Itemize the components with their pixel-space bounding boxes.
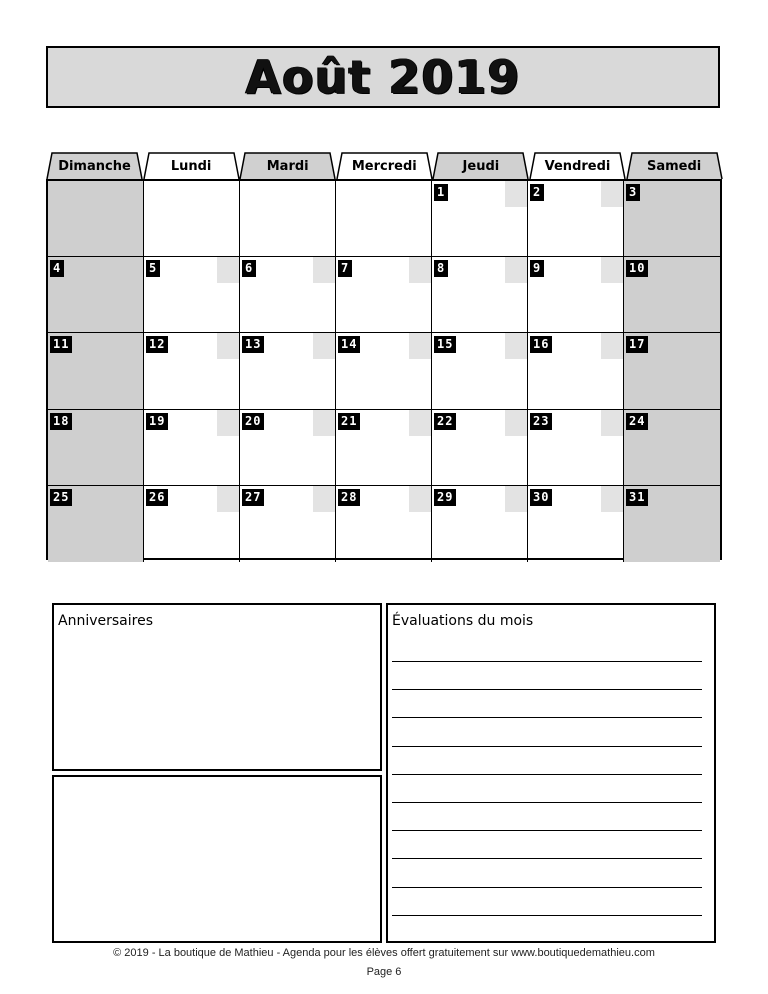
day-cell-7[interactable]	[336, 257, 432, 333]
evaluation-line[interactable]	[392, 887, 702, 888]
day-corner-tab	[505, 257, 527, 283]
day-cell-3[interactable]	[624, 181, 720, 257]
day-corner-tab	[217, 410, 239, 436]
empty-day-cell[interactable]	[144, 181, 240, 257]
day-corner-tab	[601, 257, 623, 283]
weekday-label: Mercredi	[351, 158, 417, 174]
day-cell-24[interactable]	[624, 410, 720, 486]
day-number: 7	[338, 260, 352, 277]
page-number: Page 6	[366, 966, 402, 978]
day-corner-tab	[409, 410, 431, 436]
empty-day-cell[interactable]	[48, 181, 144, 257]
day-corner-tab	[505, 333, 527, 359]
day-number: 2	[530, 184, 544, 201]
day-number: 3	[626, 184, 640, 201]
weekday-header-jeudi	[432, 152, 529, 180]
day-corner-tab	[217, 257, 239, 283]
calendar-grid	[46, 179, 722, 560]
day-number: 17	[626, 336, 648, 353]
evaluation-line[interactable]	[392, 858, 702, 859]
weekday-header-vendredi	[529, 152, 626, 180]
day-number: 31	[626, 489, 648, 506]
day-cell-30[interactable]	[528, 486, 624, 562]
weekday-header-mardi	[239, 152, 336, 180]
weekday-label: Lundi	[170, 158, 212, 174]
day-cell-19[interactable]	[144, 410, 240, 486]
day-corner-tab	[409, 486, 431, 512]
day-cell-17[interactable]	[624, 333, 720, 409]
birthdays-box[interactable]	[52, 603, 382, 771]
day-corner-tab	[601, 486, 623, 512]
day-number: 30	[530, 489, 552, 506]
weekday-label: Jeudi	[462, 158, 500, 174]
day-cell-20[interactable]	[240, 410, 336, 486]
weekday-header-mercredi	[336, 152, 433, 180]
weekday-label: Samedi	[646, 158, 702, 174]
day-corner-tab	[217, 486, 239, 512]
day-cell-5[interactable]	[144, 257, 240, 333]
day-cell-11[interactable]	[48, 333, 144, 409]
day-corner-tab	[505, 410, 527, 436]
day-number: 8	[434, 260, 448, 277]
day-number: 25	[50, 489, 72, 506]
day-number: 11	[50, 336, 72, 353]
day-cell-9[interactable]	[528, 257, 624, 333]
day-corner-tab	[505, 181, 527, 207]
day-cell-1[interactable]	[432, 181, 528, 257]
day-number: 6	[242, 260, 256, 277]
day-number: 1	[434, 184, 448, 201]
weekday-label: Mardi	[266, 158, 309, 174]
day-number: 20	[242, 413, 264, 430]
day-number: 23	[530, 413, 552, 430]
copyright-footer: © 2019 - La boutique de Mathieu - Agenda pour les élèves offert gratuitement sur www.boutiquedemathieu.com	[113, 947, 655, 959]
evaluation-line[interactable]	[392, 717, 702, 718]
day-number: 5	[146, 260, 160, 277]
day-corner-tab	[217, 333, 239, 359]
month-title-banner	[46, 46, 720, 108]
day-number: 9	[530, 260, 544, 277]
weekday-label: Vendredi	[544, 158, 611, 174]
weekday-header-samedi	[626, 152, 723, 180]
day-corner-tab	[601, 181, 623, 207]
day-corner-tab	[313, 333, 335, 359]
day-number: 19	[146, 413, 168, 430]
day-corner-tab	[313, 486, 335, 512]
day-number: 26	[146, 489, 168, 506]
day-number: 10	[626, 260, 648, 277]
notes-box[interactable]	[52, 775, 382, 943]
day-cell-4[interactable]	[48, 257, 144, 333]
evaluation-line[interactable]	[392, 661, 702, 662]
day-cell-10[interactable]	[624, 257, 720, 333]
day-cell-6[interactable]	[240, 257, 336, 333]
weekday-header-lundi	[143, 152, 240, 180]
day-number: 28	[338, 489, 360, 506]
day-cell-31[interactable]	[624, 486, 720, 562]
day-cell-15[interactable]	[432, 333, 528, 409]
day-number: 22	[434, 413, 456, 430]
day-cell-23[interactable]	[528, 410, 624, 486]
evaluation-line[interactable]	[392, 774, 702, 775]
day-number: 16	[530, 336, 552, 353]
day-number: 14	[338, 336, 360, 353]
day-cell-13[interactable]	[240, 333, 336, 409]
evaluation-line[interactable]	[392, 915, 702, 916]
day-cell-21[interactable]	[336, 410, 432, 486]
day-number: 29	[434, 489, 456, 506]
evaluations-label: Évaluations du mois	[392, 613, 534, 629]
day-cell-26[interactable]	[144, 486, 240, 562]
evaluation-line[interactable]	[392, 802, 702, 803]
empty-day-cell[interactable]	[240, 181, 336, 257]
day-cell-14[interactable]	[336, 333, 432, 409]
day-corner-tab	[505, 486, 527, 512]
evaluations-box[interactable]	[386, 603, 716, 943]
day-corner-tab	[313, 410, 335, 436]
day-cell-25[interactable]	[48, 486, 144, 562]
day-corner-tab	[601, 333, 623, 359]
day-cell-18[interactable]	[48, 410, 144, 486]
day-number: 18	[50, 413, 72, 430]
day-corner-tab	[601, 410, 623, 436]
day-cell-8[interactable]	[432, 257, 528, 333]
day-number: 27	[242, 489, 264, 506]
day-corner-tab	[409, 257, 431, 283]
day-number: 24	[626, 413, 648, 430]
empty-day-cell[interactable]	[336, 181, 432, 257]
day-cell-29[interactable]	[432, 486, 528, 562]
weekday-label: Dimanche	[58, 158, 131, 174]
day-number: 15	[434, 336, 456, 353]
evaluation-line[interactable]	[392, 689, 702, 690]
evaluation-line[interactable]	[392, 746, 702, 747]
day-number: 12	[146, 336, 168, 353]
day-cell-28[interactable]	[336, 486, 432, 562]
day-cell-12[interactable]	[144, 333, 240, 409]
day-corner-tab	[313, 257, 335, 283]
day-number: 13	[242, 336, 264, 353]
month-title: Août 2019	[245, 50, 521, 104]
day-cell-2[interactable]	[528, 181, 624, 257]
day-cell-16[interactable]	[528, 333, 624, 409]
weekday-header-row	[46, 152, 722, 180]
weekday-header-dimanche	[46, 152, 143, 180]
day-cell-22[interactable]	[432, 410, 528, 486]
day-number: 21	[338, 413, 360, 430]
day-number: 4	[50, 260, 64, 277]
birthdays-label: Anniversaires	[58, 613, 153, 629]
day-cell-27[interactable]	[240, 486, 336, 562]
evaluation-line[interactable]	[392, 830, 702, 831]
day-corner-tab	[409, 333, 431, 359]
